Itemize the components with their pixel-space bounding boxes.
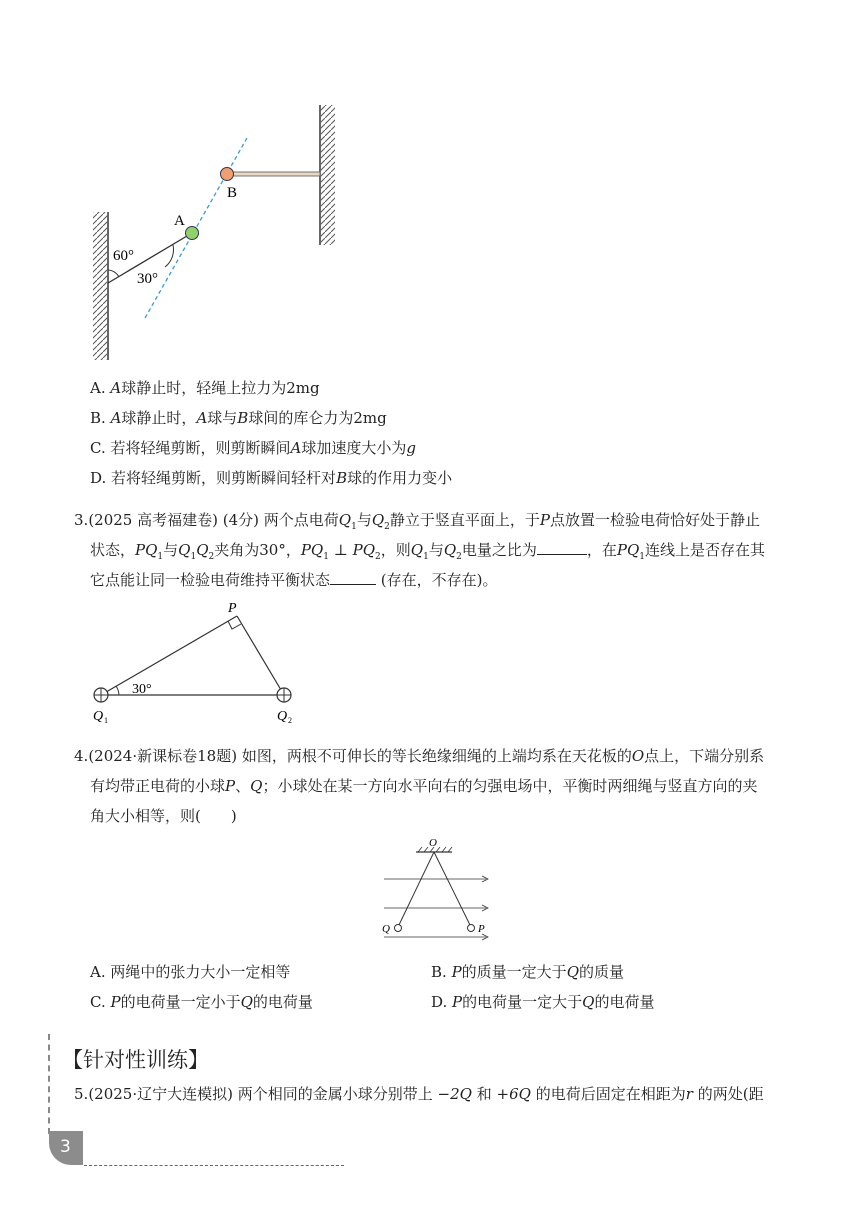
q4-option-c[interactable] xyxy=(90,992,313,1012)
label-q1-sub: 1 xyxy=(104,716,108,725)
option-text: 的电荷量一定小于 xyxy=(120,993,241,1011)
text: 与 xyxy=(428,541,444,559)
label-angle: 30° xyxy=(132,682,152,697)
option-text: 两绳中的张力大小一定相等 xyxy=(110,963,291,981)
perpendicular-symbol: ⊥ xyxy=(328,541,353,559)
ball-p: P xyxy=(110,993,121,1011)
light-rod xyxy=(230,172,320,176)
label-q1: Q xyxy=(93,709,104,724)
subscript: 2 xyxy=(456,552,462,562)
text: 有均带正电荷的小球 xyxy=(90,777,226,795)
q4-option-b[interactable] xyxy=(431,962,624,982)
subscript: 1 xyxy=(639,552,646,562)
option-prefix: B. xyxy=(90,409,106,427)
option-text: 球与 xyxy=(207,409,238,427)
option-text: 球间的库仑力为2mg xyxy=(248,409,387,427)
segment-pq1: PQ xyxy=(300,541,324,559)
gravity-symbol: g xyxy=(406,439,416,457)
q4-option-d[interactable] xyxy=(431,992,654,1012)
section-title: 【针对性训练】 xyxy=(62,1048,209,1072)
text: ；小球处在某一方向水平向右的匀强电场中，平衡时两细绳与竖直方向的夹 xyxy=(262,777,758,795)
option-prefix: B. xyxy=(431,963,447,981)
text: 、 xyxy=(235,777,251,795)
answer-blank-ratio[interactable] xyxy=(537,540,587,555)
segment-q1q2: Q xyxy=(196,541,209,559)
q4-line-1 xyxy=(74,746,764,766)
answer-blank-exist[interactable] xyxy=(330,570,376,585)
ball-p-circle xyxy=(468,925,475,932)
label-q2: Q xyxy=(277,709,288,724)
text: 点上，下端分别系 xyxy=(644,747,765,765)
text: 角大小相等，则 xyxy=(90,807,196,825)
option-text: 若将轻绳剪断，则剪断瞬间轻杆对 xyxy=(111,469,337,487)
option-prefix: D. xyxy=(90,469,107,487)
figure-triangle xyxy=(85,598,305,726)
text: 两个相同的金属小球分别带上 xyxy=(237,1085,433,1103)
option-text: 球的作用力变小 xyxy=(347,469,453,487)
question-source: (2025·辽宁大连模拟) xyxy=(88,1085,233,1103)
text: ，则 xyxy=(380,541,411,559)
option-text: 的电荷量 xyxy=(594,993,655,1011)
option-text: 球加速度大小为 xyxy=(301,439,407,457)
question-number: 4. xyxy=(74,747,89,765)
distance-r: r xyxy=(685,1085,693,1103)
option-text: 的质量一定大于 xyxy=(461,963,567,981)
segment-pq1: PQ xyxy=(135,541,158,559)
text: 与 xyxy=(163,541,179,559)
text: 连线上是否存在其 xyxy=(645,541,766,559)
q3-line-2 xyxy=(90,540,765,567)
segment-q1p-line xyxy=(101,616,237,695)
text: 的两处(距 xyxy=(697,1085,764,1103)
ball-symbol: B xyxy=(237,409,249,427)
ball-symbol: B xyxy=(336,469,348,487)
ball-p: P xyxy=(452,993,463,1011)
question-number: 5. xyxy=(74,1085,89,1103)
text: 状态， xyxy=(90,541,136,559)
figure-pendulums-field xyxy=(378,834,498,944)
right-angle-mark xyxy=(228,621,241,629)
subscript: 2 xyxy=(208,552,215,562)
page-number: 3 xyxy=(60,1137,71,1157)
q4-option-a[interactable] xyxy=(90,962,290,982)
point-o: O xyxy=(631,747,645,765)
text: 点放置一检验电荷恰好处于静止 xyxy=(550,511,761,529)
text: 的电荷后固定在相距为 xyxy=(535,1085,686,1103)
segment-pq2-line xyxy=(237,616,284,695)
ball-q-circle xyxy=(395,925,402,932)
ball-symbol: A xyxy=(196,409,208,427)
charge-q1: Q xyxy=(338,511,352,529)
answer-paren[interactable]: ( ) xyxy=(195,807,237,825)
label-b: B xyxy=(227,185,238,201)
angle-arc-60 xyxy=(108,270,119,277)
ball-symbol: A xyxy=(110,379,122,397)
option-prefix: A. xyxy=(90,379,106,397)
option-text: 球静止时，轻绳上拉力为2mg xyxy=(121,379,320,397)
text: 它点能让同一检验电荷维持平衡状态 xyxy=(90,571,331,589)
ball-q: Q xyxy=(566,963,579,981)
q3-line-1 xyxy=(74,510,760,537)
option-prefix: D. xyxy=(431,993,448,1011)
rope-right xyxy=(434,852,471,927)
ball-q: Q xyxy=(250,777,263,795)
ball-a xyxy=(186,227,199,240)
label-a: A xyxy=(174,213,185,229)
text: 夹角为30°， xyxy=(214,541,301,559)
subscript: 1 xyxy=(157,552,164,562)
ball-symbol: A xyxy=(110,409,122,427)
ball-p: P xyxy=(225,777,236,795)
question-source: (2025 高考福建卷) xyxy=(88,511,218,529)
label-p: P xyxy=(228,601,237,616)
label-o: O xyxy=(429,837,437,849)
text: 静立于竖直平面上，于 xyxy=(389,511,540,529)
label-q: Q xyxy=(382,923,390,935)
segment-pq2: PQ xyxy=(352,541,376,559)
ball-q: Q xyxy=(582,993,595,1011)
ball-p: P xyxy=(451,963,462,981)
subscript: 1 xyxy=(323,552,329,562)
label-q2-sub: 2 xyxy=(288,716,292,725)
ball-b xyxy=(221,168,234,181)
charge-q2: Q xyxy=(371,511,385,529)
ball-q: Q xyxy=(240,993,253,1011)
footer-dashed-line xyxy=(84,1165,344,1166)
right-wall-hatch xyxy=(321,105,335,245)
figure-charged-balls xyxy=(85,100,345,365)
option-text: 球静止时， xyxy=(121,409,197,427)
option-text: 的电荷量 xyxy=(252,993,313,1011)
question-score: (4分) xyxy=(222,511,259,529)
charge-q2: Q xyxy=(443,541,457,559)
point-p: P xyxy=(539,511,551,529)
text: (存在，不存在)。 xyxy=(380,571,498,589)
q3-line-3 xyxy=(90,570,498,590)
angle-arc-30 xyxy=(116,686,119,695)
option-text: 的质量 xyxy=(579,963,625,981)
option-prefix: A. xyxy=(90,963,106,981)
segment-q1q2: Q xyxy=(178,541,191,559)
segment-pq1: PQ xyxy=(616,541,640,559)
option-text: 若将轻绳剪断，则剪断瞬间 xyxy=(110,439,291,457)
label-30: 30° xyxy=(137,271,158,287)
option-text: 的电荷量一定大于 xyxy=(462,993,583,1011)
subscript: 1 xyxy=(190,552,197,562)
question-source: (2024·新课标卷18题) xyxy=(88,747,238,765)
text: 与 xyxy=(356,511,372,529)
text: 两个点电荷 xyxy=(263,511,339,529)
subscript: 1 xyxy=(423,552,429,562)
label-60: 60° xyxy=(113,248,134,264)
option-prefix: C. xyxy=(90,439,106,457)
q4-line-2 xyxy=(90,776,757,796)
q2-option-b[interactable] xyxy=(90,408,387,428)
section-margin-line xyxy=(48,1034,50,1134)
text: 如图，两根不可伸长的等长绝缘细绳的上端均系在天花板的 xyxy=(241,747,632,765)
subscript: 2 xyxy=(384,522,390,532)
subscript: 2 xyxy=(375,552,381,562)
q2-option-c[interactable] xyxy=(90,438,416,458)
ball-symbol: A xyxy=(290,439,302,457)
subscript: 1 xyxy=(351,522,357,532)
charge-q1: Q xyxy=(410,541,424,559)
charge-value: −2Q xyxy=(437,1085,472,1103)
charge-value: +6Q xyxy=(496,1085,531,1103)
option-prefix: C. xyxy=(90,993,106,1011)
text: 电量之比为 xyxy=(461,541,537,559)
question-number: 3. xyxy=(74,511,89,529)
q2-option-d[interactable] xyxy=(90,468,452,488)
rope-left xyxy=(398,852,434,927)
text: 和 xyxy=(476,1085,492,1103)
q4-line-3 xyxy=(90,806,237,826)
text: ，在 xyxy=(586,541,617,559)
left-wall-hatch xyxy=(93,212,107,360)
label-p: P xyxy=(478,923,485,935)
q2-option-a[interactable] xyxy=(90,378,320,398)
q5-line-1 xyxy=(74,1084,764,1104)
